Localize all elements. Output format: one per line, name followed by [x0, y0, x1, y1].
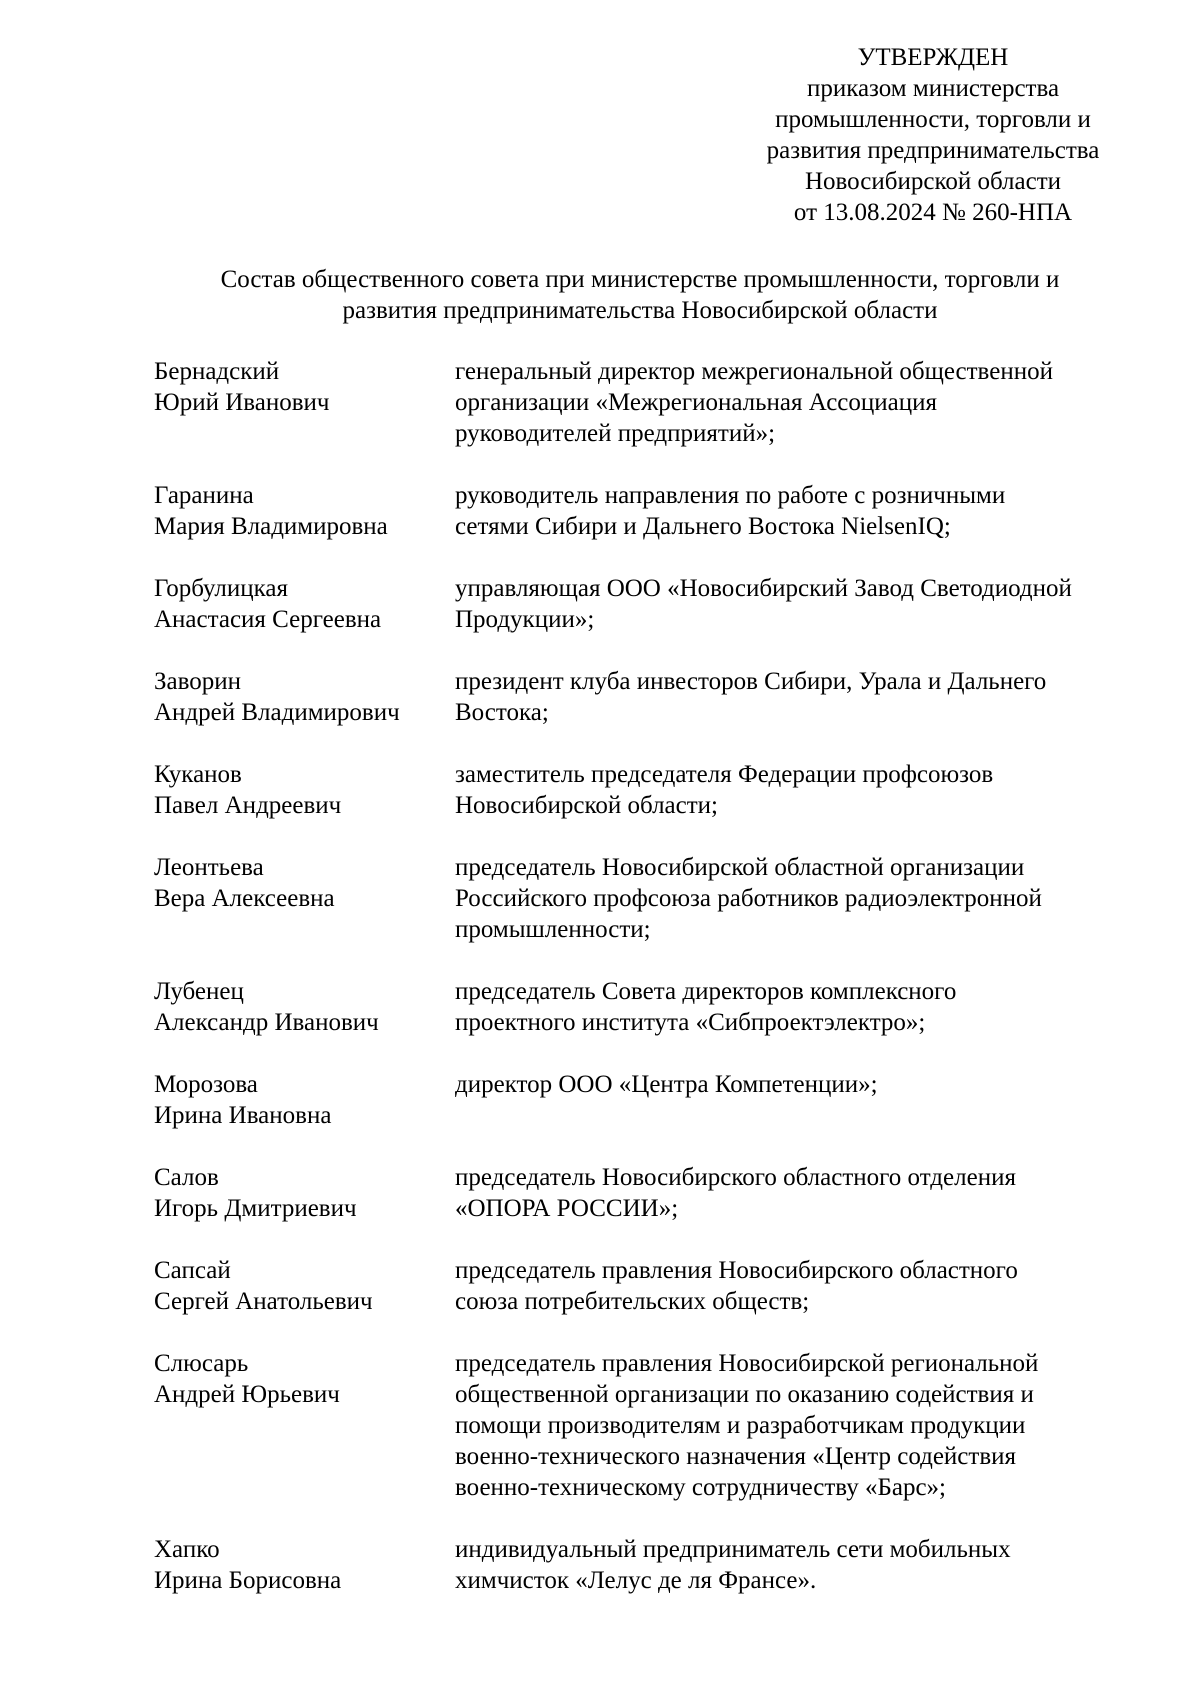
member-position-line: организации «Межрегиональная Ассоциация: [455, 389, 937, 416]
member-row: [154, 759, 1144, 821]
member-position-line: директор ООО «Центра Компетенции»;: [455, 1071, 878, 1098]
member-position: [455, 1255, 1144, 1317]
member-position-line: генеральный директор межрегиональной общественной: [455, 358, 1053, 385]
member-position: [455, 976, 1144, 1038]
member-name: [154, 666, 455, 728]
member-name: [154, 852, 455, 945]
member-row: [154, 1069, 1144, 1131]
member-given-names: Андрей Юрьевич: [154, 1381, 340, 1408]
member-name: [154, 356, 455, 449]
member-position-line: «ОПОРА РОССИИ»;: [455, 1195, 679, 1222]
member-row: [154, 356, 1144, 449]
member-position: [455, 356, 1144, 449]
approval-line: приказом министерства: [806, 75, 1060, 102]
member-row: [154, 1162, 1144, 1224]
member-position-line: помощи производителям и разработчикам продукции: [455, 1412, 1026, 1439]
member-surname: Салов: [154, 1164, 219, 1191]
member-surname: Куканов: [154, 761, 242, 788]
member-given-names: Ирина Борисовна: [154, 1567, 342, 1594]
member-position-line: председатель Новосибирского областного отделения: [455, 1164, 1016, 1191]
member-given-names: Александр Иванович: [154, 1009, 379, 1036]
member-surname: Леонтьева: [154, 854, 264, 881]
member-name: [154, 1069, 455, 1131]
member-name: [154, 976, 455, 1038]
approval-heading: УТВЕРЖДЕН: [857, 44, 1009, 71]
member-position-line: Российского профсоюза работников радиоэлектронной: [455, 885, 1042, 912]
member-given-names: Мария Владимировна: [154, 513, 388, 540]
member-position-line: союза потребительских обществ;: [455, 1288, 810, 1315]
member-row: [154, 573, 1144, 635]
member-position-line: военно-техническому сотрудничеству «Барс»;: [455, 1474, 947, 1501]
document-title-line: Состав общественного совета при министерстве промышленности, торговли и: [220, 266, 1060, 293]
member-position-line: общественной организации по оказанию содействия и: [455, 1381, 1034, 1408]
member-position-line: сетями Сибири и Дальнего Востока NielsenIQ;: [455, 513, 951, 540]
document-title: [150, 264, 1130, 326]
member-given-names: Павел Андреевич: [154, 792, 342, 819]
approval-order-number: от 13.08.2024 № 260-НПА: [793, 199, 1073, 226]
member-given-names: Игорь Дмитриевич: [154, 1195, 357, 1222]
member-position-line: химчисток «Лелус де ля Франсе».: [455, 1567, 817, 1594]
member-position: [455, 1348, 1144, 1503]
member-name: [154, 1255, 455, 1317]
member-position-line: президент клуба инвесторов Сибири, Урала и Дальнего: [455, 668, 1047, 695]
member-surname: Бернадский: [154, 358, 280, 385]
member-position-line: военно-технического назначения «Центр содействия: [455, 1443, 1016, 1470]
member-position-line: управляющая ООО «Новосибирский Завод Светодиодной: [455, 575, 1072, 602]
member-position-line: председатель правления Новосибирской региональной: [455, 1350, 1039, 1377]
member-given-names: Андрей Владимирович: [154, 699, 400, 726]
member-given-names: Вера Алексеевна: [154, 885, 335, 912]
member-position-line: промышленности;: [455, 916, 651, 943]
member-name: [154, 1534, 455, 1596]
member-position: [455, 480, 1144, 542]
member-row: [154, 666, 1144, 728]
document-title-line: развития предпринимательства Новосибирской области: [342, 297, 938, 324]
member-position: [455, 1069, 1144, 1131]
member-position-line: председатель Совета директоров комплексного: [455, 978, 957, 1005]
member-position-line: Востока;: [455, 699, 549, 726]
member-position-line: председатель правления Новосибирского областного: [455, 1257, 1018, 1284]
approval-line: развития предпринимательства: [766, 137, 1100, 164]
member-name: [154, 480, 455, 542]
member-position: [455, 573, 1144, 635]
member-position: [455, 759, 1144, 821]
member-position-line: Новосибирской области;: [455, 792, 719, 819]
member-name: [154, 759, 455, 821]
member-surname: Морозова: [154, 1071, 258, 1098]
member-given-names: Юрий Иванович: [154, 389, 330, 416]
member-row: [154, 976, 1144, 1038]
member-position-line: председатель Новосибирской областной организации: [455, 854, 1025, 881]
member-name: [154, 1162, 455, 1224]
member-position: [455, 1162, 1144, 1224]
member-surname: Хапко: [154, 1536, 220, 1563]
member-row: [154, 1348, 1144, 1503]
member-row: [154, 1534, 1144, 1596]
member-position: [455, 852, 1144, 945]
member-position-line: руководитель направления по работе с розничными: [455, 482, 1006, 509]
member-surname: Гаранина: [154, 482, 254, 509]
approval-stamp: [734, 42, 1132, 228]
member-row: [154, 852, 1144, 945]
member-position-line: Продукции»;: [455, 606, 595, 633]
member-surname: Лубенец: [154, 978, 244, 1005]
member-name: [154, 1348, 455, 1503]
approval-line: Новосибирской области: [804, 168, 1062, 195]
member-surname: Заворин: [154, 668, 242, 695]
member-surname: Слюсарь: [154, 1350, 249, 1377]
member-position-line: индивидуальный предприниматель сети мобильных: [455, 1536, 1011, 1563]
member-given-names: Анастасия Сергеевна: [154, 606, 382, 633]
member-row: [154, 1255, 1144, 1317]
member-surname: Горбулицкая: [154, 575, 289, 602]
member-given-names: Сергей Анатольевич: [154, 1288, 373, 1315]
member-position-line: проектного института «Сибпроектэлектро»;: [455, 1009, 926, 1036]
approval-line: промышленности, торговли и: [775, 106, 1091, 133]
member-given-names: Ирина Ивановна: [154, 1102, 332, 1129]
member-position: [455, 1534, 1144, 1596]
member-position-line: руководителей предприятий»;: [455, 420, 776, 447]
members-list: [154, 356, 1144, 1627]
member-position-line: заместитель председателя Федерации профсоюзов: [455, 761, 994, 788]
member-name: [154, 573, 455, 635]
member-surname: Сапсай: [154, 1257, 231, 1284]
member-row: [154, 480, 1144, 542]
member-position: [455, 666, 1144, 728]
